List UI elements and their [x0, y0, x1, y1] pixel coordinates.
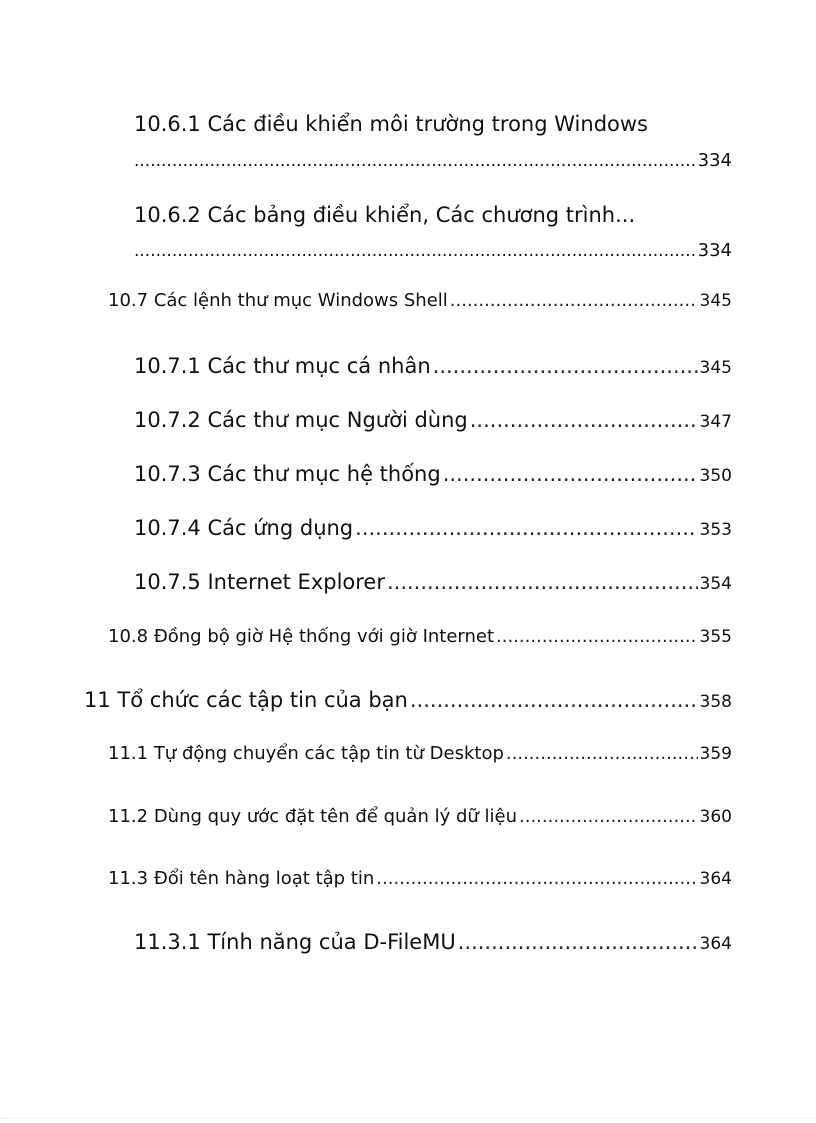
toc-entry-text: Các ứng dụng	[207, 516, 354, 540]
toc-entry-text: Tự động chuyển các tập tin từ Desktop	[153, 743, 504, 764]
toc-entry-page: 345	[699, 358, 732, 378]
toc-entry-number: 11.2	[108, 806, 149, 827]
toc-entry-number: 10.8	[108, 626, 149, 647]
toc-entry-title[interactable]	[134, 112, 648, 136]
toc-entry-title	[84, 688, 408, 712]
toc-entry-number: 10.7.3	[134, 462, 201, 486]
toc-entry-title	[108, 290, 448, 311]
dot-leader	[134, 151, 696, 171]
toc-entry-text: Tính năng của D-FileMU	[207, 930, 456, 954]
toc-entry-page: 360	[699, 807, 732, 827]
toc-entry-text: Các thư mục hệ thống	[207, 462, 441, 486]
toc-entry-number: 10.7.2	[134, 408, 201, 432]
dot-leader	[376, 868, 697, 889]
dot-leader	[506, 743, 698, 764]
dot-leader	[387, 570, 698, 594]
toc-entry-leader-line[interactable]	[134, 240, 732, 261]
toc-entry-text: Đồng bộ giờ Hệ thống với giờ Internet	[153, 626, 495, 647]
toc-entry-page: 358	[699, 692, 732, 712]
toc-entry-number: 10.7.5	[134, 570, 201, 594]
toc-entry-text: Các thư mục cá nhân	[207, 354, 431, 378]
dot-leader	[519, 806, 698, 827]
toc-entry[interactable]	[134, 462, 732, 486]
toc-entry-title	[108, 743, 504, 764]
toc-entry-text: Các lệnh thư mục Windows Shell	[153, 290, 448, 311]
page-bottom-divider	[0, 1118, 816, 1119]
toc-entry-text: Dùng quy ước đặt tên để quản lý dữ liệu	[153, 806, 518, 827]
toc-entry-number: 10.6.2	[134, 203, 201, 227]
toc-entry-text: Đổi tên hàng loạt tập tin	[153, 868, 375, 889]
toc-entry[interactable]	[134, 930, 732, 954]
toc-entry-page: 334	[697, 240, 732, 261]
dot-leader	[410, 688, 698, 712]
toc-entry-number: 11	[84, 688, 111, 712]
dot-leader	[496, 626, 698, 647]
toc-entry-page: 353	[699, 520, 732, 540]
toc-entry[interactable]	[108, 806, 732, 827]
toc-entry-text: Các thư mục Người dùng	[207, 408, 468, 432]
toc-entry-number: 10.7.1	[134, 354, 201, 378]
toc-entry-number: 10.7	[108, 290, 149, 311]
toc-entry[interactable]	[134, 408, 732, 432]
toc-entry-title	[134, 354, 431, 378]
toc-entry-text: Tổ chức các tập tin của bạn	[117, 688, 408, 712]
toc-entry-text: Các bảng điều khiển, Các chương trình...	[207, 203, 636, 227]
toc-entry-title	[134, 408, 468, 432]
dot-leader	[450, 290, 698, 311]
toc-entry-title	[134, 516, 353, 540]
dot-leader	[458, 930, 698, 954]
toc-entry[interactable]	[108, 868, 732, 889]
toc-entry-number: 10.7.4	[134, 516, 201, 540]
toc-entry-title	[108, 868, 374, 889]
toc-entry[interactable]	[108, 290, 732, 311]
toc-entry-text: Các điều khiển môi trường trong Windows	[207, 112, 648, 136]
toc-entry-number: 11.3	[108, 868, 149, 889]
toc-entry-page: 364	[699, 869, 732, 889]
toc-entry-title	[108, 626, 494, 647]
toc-entry[interactable]	[134, 570, 732, 594]
dot-leader	[433, 354, 698, 378]
toc-entry-page: 359	[699, 744, 732, 764]
dot-leader	[134, 241, 696, 261]
toc-entry-page: 354	[699, 574, 732, 594]
dot-leader	[443, 462, 698, 486]
toc-entry-text: Internet Explorer	[207, 570, 385, 594]
toc-entry-page: 350	[699, 466, 732, 486]
toc-entry-title	[108, 806, 517, 827]
toc-entry-page: 355	[699, 627, 732, 647]
toc-entry[interactable]	[134, 354, 732, 378]
toc-entry-number: 11.3.1	[134, 930, 201, 954]
dot-leader	[470, 408, 698, 432]
toc-entry-title	[134, 930, 456, 954]
toc-entry[interactable]	[84, 688, 732, 712]
toc-entry-leader-line[interactable]	[134, 150, 732, 171]
toc-entry[interactable]	[134, 516, 732, 540]
toc-entry-page: 334	[697, 150, 732, 171]
toc-entry-title	[134, 570, 385, 594]
toc-entry[interactable]	[108, 743, 732, 764]
toc-entry-number: 11.1	[108, 743, 149, 764]
toc-entry[interactable]	[108, 626, 732, 647]
toc-entry-number: 10.6.1	[134, 112, 201, 136]
toc-entry-page: 364	[699, 934, 732, 954]
toc-entry-page: 345	[699, 291, 732, 311]
toc-entry-page: 347	[699, 412, 732, 432]
dot-leader	[355, 516, 697, 540]
toc-entry-title[interactable]	[134, 203, 635, 227]
toc-entry-title	[134, 462, 441, 486]
